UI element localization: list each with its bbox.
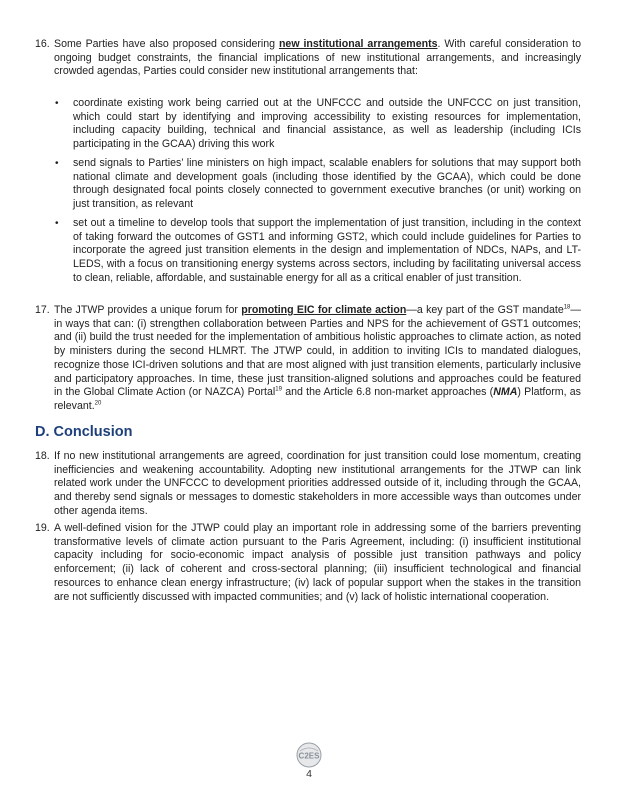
bullet-item [55,217,581,286]
c2es-logo [296,742,322,768]
footnote-ref[interactable]: 19 [275,386,282,393]
bullet-icon: • [55,98,59,109]
bullet-icon: • [55,218,59,229]
paragraph-number: 18. [35,450,50,462]
bullet-text: coordinate existing work being carried out at the UNFCCC and outside the UNFCCC on just transition, which could start by identifying and improving accessibility to existing resources for implementation, including capacity building, technical and financial assistance, as well as leadership (including ICIs participating in the GCAA) driving this work [73,97,581,151]
paragraph-number: 19. [35,522,50,534]
bullet-item [55,97,581,152]
paragraph-body: Some Parties have also proposed considering new institutional arrangements. With careful consideration to ongoing budget constraints, the financial implications of new institutional arrangements, and increasingly crowded agendas, Parties could consider new institutional arrangements that: [54,38,581,78]
nma-abbreviation: NMA [493,386,518,399]
bullet-item [55,157,581,212]
paragraph-body: If no new institutional arrangements are agreed, coordination for just transition could lose momentum, creating inefficiencies and weakening accountability. Adopting new institutional arrangements for the JTWP can link related work under the UNFCCC to development priorities addressed outside of it, including through the GCAA, and thereby send signals or messages to domestic stakeholders in more accessible ways than outcomes under other agenda items. [54,450,581,517]
paragraph-16 [35,38,581,79]
footnote-ref[interactable]: 18 [563,304,571,311]
paragraph-17 [35,304,581,414]
footnote-ref[interactable]: 20 [94,400,102,407]
page-number: 4 [306,768,312,780]
paragraph-number: 17. [35,304,50,316]
paragraph-19 [35,522,581,604]
paragraph-number: 16. [35,38,50,50]
paragraph-body: The JTWP provides a unique forum for promoting EIC for climate action—a key part of the GST mandate$^{18}$—in ways that can: (i) strengthen collaboration between Parties and NPS for the achievement of GST1 outcomes; and (ii) build the trust needed for the implementation of ambitious holistic approaches to climate action, as noted by ministers during the second HLMRT. The JTWP could, in addition to inviting ICIs to mandated dialogues, recognize those ICI-driven solutions and that are most aligned with just transition elements, particularly inclusive and participatory approaches. In time, these just transition-aligned solutions and approaches could be featured in the Global Climate Action (or NAZCA) Portal$^{19}$ and the Article 6.8 non-market approaches (NMA) Platform, as relevant.$^{20}$ [54,304,581,412]
paragraph-18 [35,450,581,519]
section-heading: D. Conclusion [35,424,133,440]
bullet-icon: • [55,158,59,169]
highlighted-phrase: new institutional arrangements [278,38,438,50]
bullet-text: send signals to Parties’ line ministers on high impact, scalable enablers for solutions that may support both national climate and development goals (including those identified by the GCAA), which could be done through designated focal points closely connected to government executive branches (or unit) working on just transition, as relevant [73,157,581,211]
paragraph-body: A well-defined vision for the JTWP could play an important role in addressing some of the barriers preventing transformative levels of climate action pursuant to the Paris Agreement, including: (i) insufficient institutional capacity including for socio-economic impact analysis of possible just transition pathways and policy enforcement; (ii) lack of coherent and cross-sectoral planning; (iii) insufficient technological and financial resources to enhance clean energy infrastructure; (iv) lack of popular support when the stakes in the transition are not sufficiently discussed with impacted communities; and (v) lack of holistic international cooperation. [54,522,581,603]
bullet-text: set out a timeline to develop tools that support the implementation of just transition, including in the context of taking forward the outcomes of GST1 and informing GST2, which could include guidelines for Parties to incorporate the agreed just transition elements in the design and implementation of NDCs, NAPs, and LT-LEDS, with a focus on transitioning energy systems across sectors, including by facilitating universal access to clean, reliable, affordable, and sustainable energy for all as a critical enabler of just transition. [73,217,581,284]
svg-text:C2ES: C2ES [298,751,320,761]
highlighted-phrase: promoting EIC for climate action [241,304,407,316]
